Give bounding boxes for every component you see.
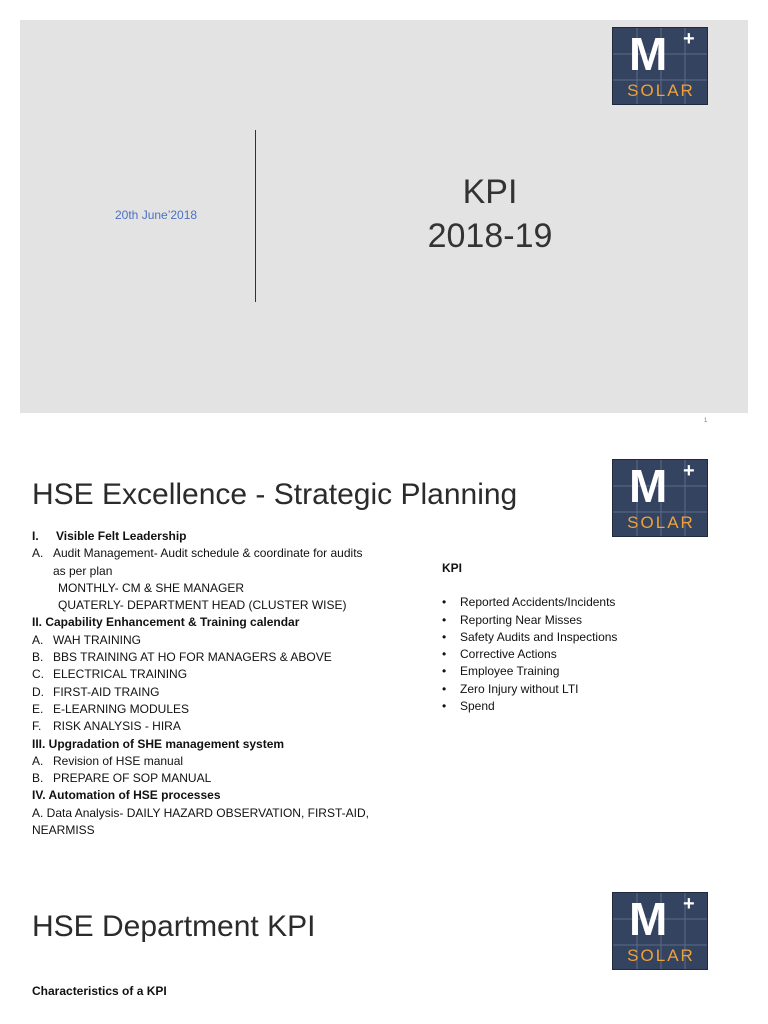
list-item: QUATERLY- DEPARTMENT HEAD (CLUSTER WISE)	[58, 598, 347, 613]
list-marker: A.	[32, 546, 44, 561]
list-text: FIRST-AID TRAING	[53, 684, 160, 699]
vertical-divider	[255, 130, 256, 302]
bullet-icon: •	[442, 629, 447, 644]
kpi-item-text: Spend	[460, 699, 495, 714]
list-marker: C.	[32, 667, 44, 682]
list-item	[32, 753, 422, 770]
section-heading: III. Upgradation of SHE management system	[32, 736, 285, 751]
kpi-heading: KPI	[442, 561, 463, 575]
list-item	[32, 701, 422, 718]
list-text: Audit Management- Audit schedule & coordinate for audits	[53, 546, 363, 561]
list-item	[32, 770, 422, 787]
logo-letter: M	[629, 28, 667, 80]
slide-date: 20th June’2018	[115, 208, 198, 222]
logo-plus: +	[683, 28, 695, 50]
list-item: MONTHLY- CM & SHE MANAGER	[58, 580, 245, 595]
logo-word: SOLAR	[627, 81, 695, 100]
list-item: A. Data Analysis- DAILY HAZARD OBSERVATION, FIRST-AID,	[32, 805, 369, 820]
list-item	[32, 649, 422, 666]
list-marker: B.	[32, 771, 44, 786]
section-heading: IV. Automation of HSE processes	[32, 788, 221, 803]
kpi-item-text: Reported Accidents/Incidents	[460, 595, 616, 610]
kpi-item	[442, 698, 742, 715]
kpi-item	[442, 594, 742, 611]
list-item	[32, 718, 422, 735]
list-text: PREPARE OF SOP MANUAL	[53, 771, 212, 786]
list-item-continuation: as per plan	[53, 563, 113, 578]
title-line-1: KPI	[462, 173, 518, 211]
list-item	[32, 545, 422, 562]
strategic-plan-list	[32, 528, 422, 839]
bullet-icon: •	[442, 612, 447, 627]
slide2-title: HSE Excellence - Strategic Planning	[32, 478, 518, 511]
list-item	[32, 684, 422, 701]
kpi-item	[442, 612, 742, 629]
kpi-item-text: Zero Injury without LTI	[460, 681, 579, 696]
kpi-item-text: Safety Audits and Inspections	[460, 629, 618, 644]
logo-plus: +	[683, 460, 695, 482]
list-marker: F.	[32, 719, 42, 734]
bullet-icon: •	[442, 699, 447, 714]
logo-letter: M	[629, 893, 667, 945]
slide3-subtitle: Characteristics of a KPI	[32, 984, 167, 998]
m-solar-logo	[612, 892, 708, 970]
kpi-item	[442, 629, 742, 646]
logo-word: SOLAR	[627, 946, 695, 965]
bullet-icon: •	[442, 681, 447, 696]
bullet-icon: •	[442, 595, 447, 610]
logo-letter: M	[629, 460, 667, 512]
m-solar-logo	[612, 459, 708, 537]
kpi-item	[442, 646, 742, 663]
list-text: RISK ANALYSIS - HIRA	[53, 719, 181, 734]
list-marker: I.	[32, 529, 39, 543]
kpi-item-text: Employee Training	[460, 664, 560, 679]
page-number: 1	[704, 418, 708, 424]
title-line-2: 2018-19	[427, 217, 553, 255]
list-item	[32, 666, 422, 683]
list-marker: E.	[32, 701, 44, 716]
bullet-icon: •	[442, 647, 447, 662]
kpi-item	[442, 681, 742, 698]
list-marker: A.	[32, 632, 44, 647]
kpi-item	[442, 663, 742, 680]
slide3-title: HSE Department KPI	[32, 910, 316, 943]
list-marker: D.	[32, 684, 44, 699]
list-item	[32, 528, 422, 545]
logo-word: SOLAR	[627, 513, 695, 532]
logo-plus: +	[683, 893, 695, 915]
list-text: Visible Felt Leadership	[56, 529, 187, 543]
list-marker: A.	[32, 753, 44, 768]
kpi-list	[442, 560, 742, 715]
slide-title	[360, 170, 620, 258]
section-heading: II. Capability Enhancement & Training calendar	[32, 615, 300, 630]
list-text: E-LEARNING MODULES	[53, 701, 190, 716]
list-item	[32, 632, 422, 649]
m-solar-logo	[612, 27, 708, 105]
list-text: Revision of HSE manual	[53, 753, 184, 768]
bullet-icon: •	[442, 664, 447, 679]
list-item-continuation: NEARMISS	[32, 823, 95, 838]
list-text: BBS TRAINING AT HO FOR MANAGERS & ABOVE	[53, 650, 332, 665]
list-marker: B.	[32, 650, 44, 665]
kpi-item-text: Corrective Actions	[460, 647, 557, 662]
list-text: ELECTRICAL TRAINING	[53, 667, 188, 682]
kpi-item-text: Reporting Near Misses	[460, 612, 583, 627]
list-text: WAH TRAINING	[53, 632, 142, 647]
